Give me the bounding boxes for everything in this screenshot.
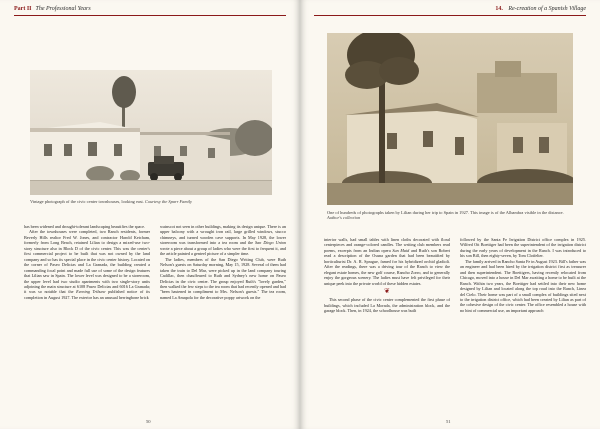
left-running-header	[14, 6, 91, 12]
right-column-2	[460, 237, 586, 313]
left-caption-text: Vintage photograph of the civic center townhouses, looking east.	[30, 199, 144, 204]
header-rule	[14, 15, 286, 16]
chapter-number: 14.	[495, 6, 503, 12]
chapter-title: Re-creation of a Spanish Village	[508, 6, 586, 12]
paragraph: After the townhouses were completed, two Ranch residents, former Beverly Hills realtor Fred W. Jones, and contractor Harold Ketcham, formerly from Long Beach, retained Lilian to design a mixed-use two-story structure also in Block D of the civic center. This was the center's first commercial project to be built that was not owned by the land company and so has its special place in the civic center history. Located on the corner of Paseo Delicias and La Granada, the building created a commanding focal point and made full use of some of the design features that Lilian saw in Spain. The lower level was designed to be a storeroom, the upper level had two studio apartments with two single-story units adjoining the main structure at 6108 Paseo Delicias and 6016 La Granada; it was so notable that the Evening Tribune published notice of its completion in August 1927. The exterior has an unusual herringbone brick	[24, 229, 150, 300]
townhouses-photo-image	[30, 70, 272, 195]
paragraph: interior walls, had small tables with linen cloths decorated with floral centerpieces and orange-colored candles. The writing club members read poems, excerpts from an Indian opera Sun Maid and Ruth's son Robert read a description of the Osuna garden that had been beautified by horticulturist Dr. A. R. Sprague, famed for his hybridized orchid gladioli. After the readings, there was a driving tour of the Ranch to view the elegant estate homes, the new golf course, Rancho Zorro, and to generally enjoy the gorgeous scenery. The ladies must have felt privileged for their unique peek into the private world of these hidden estates.	[324, 237, 450, 286]
paragraph: The family arrived in Rancho Santa Fe in August 1923. Bill's father was an engineer and had been hired by the irrigation district first as treasurer and then superintendent. The Boettigers, having recently relocated from Chicago, moved into a house in Del Mar awaiting a home to be built at the Ranch. Within two years, the Boettiger had settled into their new home designed by Lilian and located along the top road into the Ranch, Linea del Cielo. Their home was part of a small complex of buildings sited next to the irrigation district office, which had been created by Lilian as part of the cohesive design of the civic center. The office resembled a house with no hint of commercial use, an important approach	[460, 258, 586, 313]
right-running-header	[495, 6, 586, 12]
section-ornament-icon: ❦	[384, 287, 390, 296]
part-title: The Professional Years	[35, 6, 91, 12]
paragraph: wainscot not seen in other buildings, making its design unique. There is an upper balcony with a wrought iron rail, large grilled windows, stucco chimneys, and turned wooden cave supports. In May 1928, the lower storeroom was transformed into a tea room and the San Diego Union wrote a piece about a group of ladies who were the first to frequent it, and the article painted a genteel picture of a simpler time.	[160, 224, 286, 257]
header-rule	[314, 15, 586, 16]
left-column-2	[160, 224, 286, 300]
left-column-1	[24, 224, 150, 300]
left-caption-credit: Courtesy the Sparr Family	[144, 199, 192, 204]
right-caption-text: One of hundreds of photographs taken by Lilian during her trip to Spain in 1927. This image is of the Albambra visible in the distance.	[327, 210, 564, 215]
part-label: Part II	[14, 6, 32, 12]
right-photo-caption	[327, 210, 573, 221]
page-number-left: 50	[146, 419, 151, 424]
townhouses-photo	[30, 70, 272, 195]
left-text-columns	[24, 224, 286, 300]
right-column-1	[324, 237, 450, 313]
paragraph: The ladies, members of the San Diego Writing Club, were Ruth Nelson's guests on Saturday morning, May 15, 1928. Several of them had taken the train to Del Mar, were picked up in the land company touring Cadillac, then chauffeured to Ruth and Sydney's new home on Paseo Delicias in the civic center. The group enjoyed Ruth's "lovely garden," then walked the few steps to the tea room that had recently opened and had "been hastened in compliment to Mrs. Nelson's guests." The tea room, named La Amapola for the decorative poppy artwork on the	[160, 256, 286, 300]
paragraph: This second phase of the civic center complemented the first phase of buildings, which included La Morada, the administration block, and the garage block. Then, in 1924, the schoolhouse was built	[324, 297, 450, 313]
right-page	[300, 0, 600, 429]
right-caption-credit: Author's collection	[327, 215, 361, 221]
paragraph: has been widened and drought-tolerant landscaping beautifies the space.	[24, 224, 146, 229]
right-text-columns	[324, 237, 586, 313]
paragraph: followed by the Santa Fe Irrigation District office complex in 1925. Wilfred Ott Boettiger had been the superintendent of the irrigation district during the early years of development in the Ranch. I was introduced to his son Bill, then eighty-seven, by Tom Clotfelter.	[460, 237, 586, 259]
spain-photo-image	[327, 33, 573, 205]
left-photo-caption	[30, 199, 272, 204]
page-number-right: 51	[446, 419, 451, 424]
spain-photo	[327, 33, 573, 205]
